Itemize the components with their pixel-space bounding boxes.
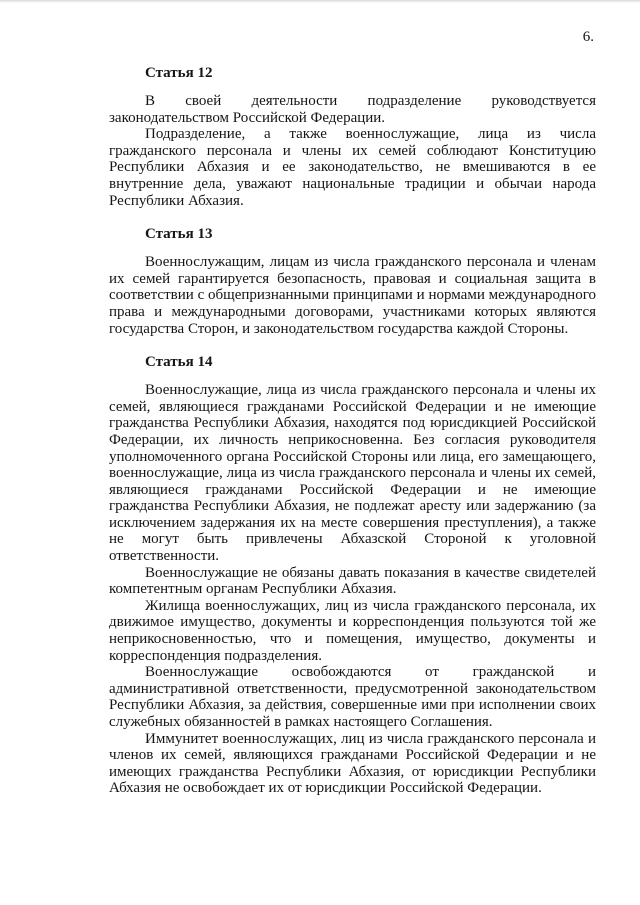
article-12 bbox=[109, 64, 596, 209]
document-body bbox=[109, 64, 596, 797]
article-heading: Статья 14 bbox=[145, 354, 213, 371]
paragraph: В своей деятельности подразделение руководствуется законодательством Российской Федерации. bbox=[109, 93, 596, 126]
article-14 bbox=[109, 353, 596, 797]
paragraph: Иммунитет военнослужащих, лиц из числа гражданского персонала и членов их семей, являющихся гражданами Российской Федерации и не имеющих гражданства Республики Абхазия, от юрисдикции Республики Абхазия не освобождает их от юрисдикции Российской Федерации. bbox=[109, 730, 596, 797]
paragraph: Военнослужащие не обязаны давать показания в качестве свидетелей компетентным органам Республики Абхазия. bbox=[109, 564, 596, 598]
paragraph: Подразделение, а также военнослужащие, лица из числа гражданского персонала и члены их семей соблюдают Конституцию Республики Абхазия и ее законодательство, не вмешиваются в ее внутренние дела, уважают национальные традиции и обычаи народа Республики Абхазия. bbox=[109, 126, 596, 209]
paragraph: Жилища военнослужащих, лиц из числа гражданского персонала, их движимое имущество, документы и корреспонденция пользуются той же неприкосновенностью, что и помещения, имущество, документы и корреспонденция подразделения. bbox=[109, 597, 596, 664]
spacer bbox=[109, 337, 596, 353]
article-13 bbox=[109, 225, 596, 337]
paragraph: Военнослужащие, лица из числа гражданского персонала и члены их семей, являющиеся гражданами Российской Федерации и не имеющие гражданства Республики Абхазия, находятся под юрисдикцией Российской Федерации, их личность неприкосновенна. Без согласия руководителя уполномоченного органа Российской Стороны или лица, его замещающего, военнослужащие, лица из числа гражданского персонала и члены их семей, являющиеся гражданами Российской Федерации и не имеющие гражданства Республики Абхазия, не подлежат аресту или задержанию (за исключением задержания их на месте совершения преступления), а также не могут быть привлечены Абхазской Стороной к уголовной ответственности. bbox=[109, 382, 596, 565]
spacer bbox=[109, 209, 596, 225]
article-heading: Статья 13 bbox=[145, 226, 213, 243]
paragraph: Военнослужащим, лицам из числа гражданского персонала и членам их семей гарантируется безопасность, правовая и социальная защита в соответствии с общепризнанными принципами и нормами международного права и международными договорами, участниками которых являются государства Сторон, и законодательством государства каждой Стороны. bbox=[109, 254, 596, 337]
page-number: 6. bbox=[582, 29, 594, 45]
paragraph: Военнослужащие освобождаются от гражданской и административной ответственности, предусмотренной законодательством Республики Абхазия, за действия, совершенные ими при исполнении своих служебных обязанностей в рамках настоящего Соглашения. bbox=[109, 664, 596, 730]
scan-edge bbox=[0, 0, 640, 3]
article-heading: Статья 12 bbox=[145, 65, 213, 81]
